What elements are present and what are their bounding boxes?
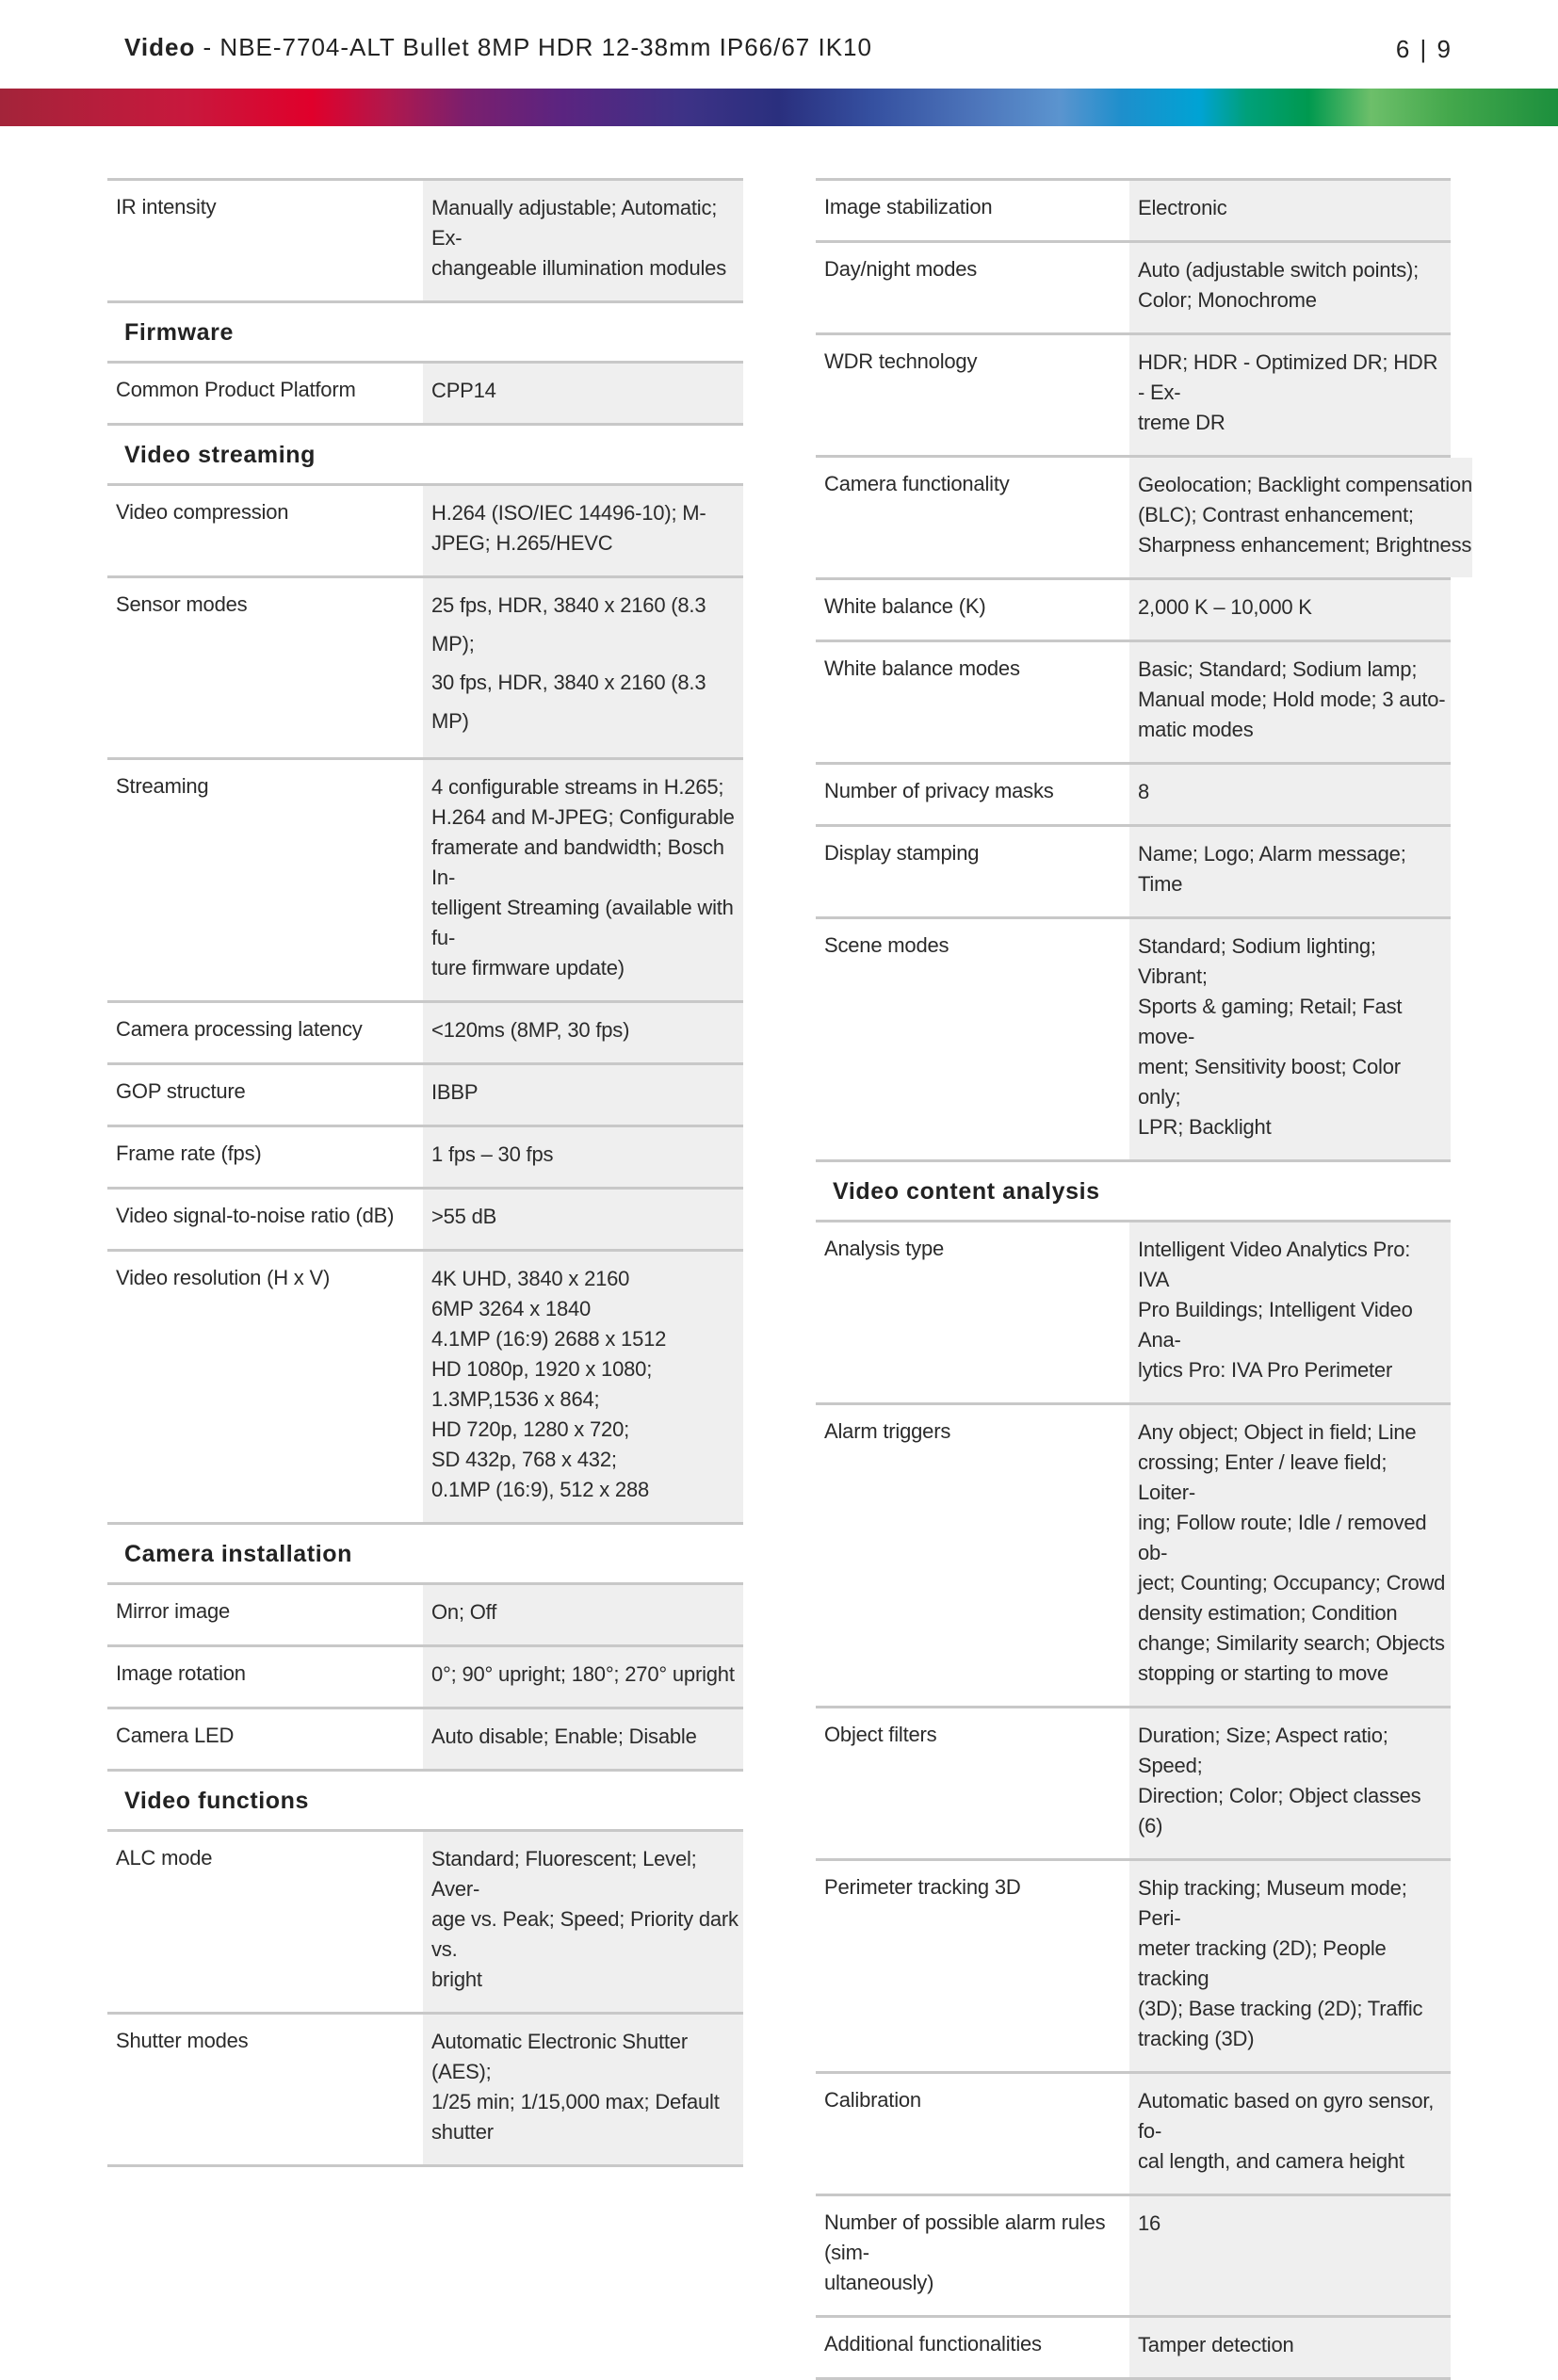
- spec-label: Analysis type: [816, 1222, 1129, 1402]
- spec-value: Tamper detection: [1129, 2318, 1451, 2377]
- spec-value: [1129, 1405, 1451, 1706]
- value-line: HD 720p, 1280 x 720;: [431, 1417, 630, 1441]
- spec-value: 8: [1129, 765, 1451, 824]
- value-line: 4K UHD, 3840 x 2160: [431, 1267, 630, 1290]
- spec-value: [1129, 2074, 1451, 2194]
- spec-row-mirror-image: [107, 1582, 743, 1644]
- spec-row-snr: [107, 1187, 743, 1249]
- value-line: Any object; Object in field; Line: [1138, 1420, 1417, 1444]
- page-number: 6 | 9: [1395, 35, 1453, 63]
- value-line: 25 fps, HDR, 3840 x 2160 (8.3: [431, 593, 706, 617]
- value-line: changeable illumination modules: [431, 256, 727, 280]
- value-line: Direction; Color; Object classes (6): [1138, 1784, 1421, 1838]
- spec-value: Name; Logo; Alarm message; Time: [1129, 827, 1451, 916]
- section-heading-camera-installation: Camera installation: [107, 1522, 743, 1582]
- spec-label: Common Product Platform: [107, 364, 423, 423]
- value-line: (3D); Base tracking (2D); Traffic: [1138, 1997, 1423, 2020]
- value-line: crossing; Enter / leave field; Loiter-: [1138, 1450, 1388, 1504]
- spec-row-white-balance-modes: [816, 640, 1451, 762]
- spec-label: Image stabilization: [816, 181, 1129, 240]
- spec-row-day-night-modes: [816, 240, 1451, 332]
- value-line: Intelligent Video Analytics Pro: IVA: [1138, 1238, 1411, 1291]
- spec-value: CPP14: [423, 364, 743, 423]
- value-line: Basic; Standard; Sodium lamp;: [1138, 657, 1418, 681]
- value-line: Ship tracking; Museum mode; Peri-: [1138, 1876, 1407, 1930]
- spec-row-white-balance: [816, 577, 1451, 640]
- spec-row-calibration: [816, 2071, 1451, 2194]
- value-line: (BLC); Contrast enhancement;: [1138, 503, 1414, 526]
- value-line: framerate and bandwidth; Bosch In-: [431, 835, 724, 889]
- spec-value: On; Off: [423, 1585, 743, 1644]
- spec-label: Video resolution (H x V): [107, 1252, 423, 1522]
- spec-value: [423, 1832, 743, 2012]
- spec-label: Image rotation: [107, 1647, 423, 1707]
- spec-value: Electronic: [1129, 181, 1451, 240]
- page-header: [0, 0, 1558, 89]
- spec-row-sensor-modes: [107, 575, 743, 757]
- color-stripe-banner: [0, 89, 1558, 126]
- spec-label: Scene modes: [816, 919, 1129, 1159]
- value-line: age vs. Peak; Speed; Priority dark vs.: [431, 1907, 738, 1961]
- section-heading-video-functions: Video functions: [107, 1769, 743, 1829]
- spec-label: Camera LED: [107, 1709, 423, 1769]
- value-line: Automatic Electronic Shutter (AES);: [431, 2030, 688, 2083]
- spec-value: [423, 486, 743, 575]
- spec-row-cpp: [107, 361, 743, 423]
- spec-table-left: [107, 178, 743, 2167]
- spec-row-additional-functionalities: [816, 2315, 1451, 2380]
- spec-row-ir-intensity: [107, 178, 743, 300]
- value-line: Duration; Size; Aspect ratio; Speed;: [1138, 1724, 1388, 1777]
- value-line: shutter: [431, 2120, 494, 2144]
- spec-row-alarm-rules: [816, 2194, 1451, 2315]
- value-line: MP);: [431, 632, 475, 656]
- spec-label: Object filters: [816, 1708, 1129, 1858]
- spec-value: Auto disable; Enable; Disable: [423, 1709, 743, 1769]
- spec-row-shutter-modes: [107, 2012, 743, 2167]
- value-line: HD 1080p, 1920 x 1080;: [431, 1357, 653, 1381]
- value-line: 1/25 min; 1/15,000 max; Default: [431, 2090, 720, 2113]
- spec-value: [1129, 642, 1451, 762]
- value-line: density estimation; Condition: [1138, 1601, 1398, 1625]
- value-line: Manual mode; Hold mode; 3 auto-: [1138, 688, 1446, 711]
- spec-label: Calibration: [816, 2074, 1129, 2194]
- section-heading-video-streaming: Video streaming: [107, 423, 743, 483]
- spec-row-display-stamping: [816, 824, 1451, 916]
- value-line: Color; Monochrome: [1138, 288, 1317, 312]
- spec-row-processing-latency: [107, 1000, 743, 1062]
- spec-label: Camera functionality: [816, 458, 1129, 577]
- spec-value: [423, 1252, 743, 1522]
- spec-row-camera-led: [107, 1707, 743, 1769]
- spec-label: [816, 2196, 1129, 2315]
- value-line: LPR; Backlight: [1138, 1115, 1272, 1139]
- section-heading-firmware: Firmware: [107, 300, 743, 361]
- value-line: 4.1MP (16:9) 2688 x 1512: [431, 1327, 667, 1351]
- spec-value: <120ms (8MP, 30 fps): [423, 1003, 743, 1062]
- spec-value: [1129, 1222, 1451, 1402]
- spec-label: Day/night modes: [816, 243, 1129, 332]
- spec-label: Camera processing latency: [107, 1003, 423, 1062]
- spec-label: White balance (K): [816, 580, 1129, 640]
- value-line: matic modes: [1138, 718, 1254, 741]
- spec-value: [423, 760, 743, 1000]
- spec-value: [1129, 1861, 1451, 2071]
- spec-label: Streaming: [107, 760, 423, 1000]
- spec-label: Mirror image: [107, 1585, 423, 1644]
- spec-label: Video compression: [107, 486, 423, 575]
- value-line: Standard; Sodium lighting; Vibrant;: [1138, 934, 1376, 988]
- label-line: Number of possible alarm rules (sim-: [824, 2210, 1106, 2264]
- spec-label: Frame rate (fps): [107, 1127, 423, 1187]
- value-line: Manually adjustable; Automatic; Ex-: [431, 196, 718, 250]
- value-line: 4 configurable streams in H.265;: [431, 775, 724, 799]
- spec-value: [423, 2015, 743, 2164]
- spec-label: Alarm triggers: [816, 1405, 1129, 1706]
- value-line: lytics Pro: IVA Pro Perimeter: [1138, 1358, 1393, 1382]
- spec-label: White balance modes: [816, 642, 1129, 762]
- spec-row-analysis-type: [816, 1220, 1451, 1402]
- spec-label: Shutter modes: [107, 2015, 423, 2164]
- spec-label: ALC mode: [107, 1832, 423, 2012]
- label-line: ultaneously): [824, 2271, 934, 2294]
- spec-row-alarm-triggers: [816, 1402, 1451, 1706]
- value-line: meter tracking (2D); People tracking: [1138, 1936, 1387, 1990]
- spec-row-image-rotation: [107, 1644, 743, 1707]
- spec-label: Number of privacy masks: [816, 765, 1129, 824]
- value-line: Automatic based on gyro sensor, fo-: [1138, 2089, 1435, 2143]
- value-line: bright: [431, 1967, 482, 1991]
- spec-value: [1129, 335, 1451, 455]
- value-line: MP): [431, 709, 469, 733]
- spec-value: IBBP: [423, 1065, 743, 1125]
- spec-row-alc-mode: [107, 1829, 743, 2012]
- value-line: H.264 (ISO/IEC 14496-10); M-: [431, 501, 706, 525]
- spec-label: GOP structure: [107, 1065, 423, 1125]
- spec-row-streaming: [107, 757, 743, 1000]
- spec-label: Sensor modes: [107, 578, 423, 757]
- spec-label: IR intensity: [107, 181, 423, 300]
- value-line: Sports & gaming; Retail; Fast move-: [1138, 995, 1403, 1048]
- spec-row-wdr-technology: [816, 332, 1451, 455]
- spec-label: Display stamping: [816, 827, 1129, 916]
- spec-value: [423, 578, 743, 757]
- value-line: ment; Sensitivity boost; Color only;: [1138, 1055, 1401, 1109]
- value-line: Auto (adjustable switch points);: [1138, 258, 1420, 282]
- spec-row-video-compression: [107, 483, 743, 575]
- value-line: ture firmware update): [431, 956, 625, 980]
- value-line: change; Similarity search; Objects: [1138, 1631, 1445, 1655]
- spec-value: 16: [1129, 2196, 1451, 2315]
- spec-row-frame-rate: [107, 1125, 743, 1187]
- value-line: JPEG; H.265/HEVC: [431, 531, 613, 555]
- value-line: 0.1MP (16:9), 512 x 288: [431, 1478, 650, 1501]
- spec-value: [1129, 919, 1451, 1159]
- value-line: cal length, and camera height: [1138, 2149, 1404, 2173]
- value-line: ing; Follow route; Idle / removed ob-: [1138, 1511, 1427, 1564]
- spec-row-gop-structure: [107, 1062, 743, 1125]
- value-line: ject; Counting; Occupancy; Crowd: [1138, 1571, 1446, 1595]
- value-line: HDR; HDR - Optimized DR; HDR - Ex-: [1138, 350, 1438, 404]
- spec-value: 0°; 90° upright; 180°; 270° upright: [423, 1647, 743, 1707]
- spec-row-image-stabilization: [816, 178, 1451, 240]
- value-line: treme DR: [1138, 411, 1225, 434]
- product-title: - NBE-7704-ALT Bullet 8MP HDR 12-38mm IP66/67 IK10: [195, 33, 872, 61]
- value-line: 1.3MP,1536 x 864;: [431, 1387, 600, 1411]
- spec-value: 1 fps – 30 fps: [423, 1127, 743, 1187]
- spec-value: [423, 181, 743, 300]
- section-name: Video: [124, 33, 196, 61]
- value-line: telligent Streaming (available with fu-: [431, 896, 734, 949]
- document-title: [124, 33, 872, 62]
- spec-label: Perimeter tracking 3D: [816, 1861, 1129, 2071]
- spec-row-video-resolution: [107, 1249, 743, 1522]
- value-line: stopping or starting to move: [1138, 1661, 1388, 1685]
- spec-row-privacy-masks: [816, 762, 1451, 824]
- value-line: SD 432p, 768 x 432;: [431, 1448, 617, 1471]
- spec-value: [1129, 458, 1472, 577]
- section-heading-video-content-analysis: Video content analysis: [816, 1159, 1451, 1220]
- spec-value: [1129, 1708, 1451, 1858]
- spec-row-camera-functionality: [816, 455, 1472, 577]
- value-line: 6MP 3264 x 1840: [431, 1297, 592, 1320]
- value-line: Sharpness enhancement; Brightness: [1138, 533, 1472, 557]
- spec-value: [1129, 243, 1451, 332]
- value-line: Geolocation; Backlight compensation: [1138, 473, 1472, 496]
- spec-value: 2,000 K – 10,000 K: [1129, 580, 1451, 640]
- spec-row-perimeter-tracking: [816, 1858, 1451, 2071]
- spec-value: >55 dB: [423, 1190, 743, 1249]
- spec-label: Additional functionalities: [816, 2318, 1129, 2377]
- value-line: Standard; Fluorescent; Level; Aver-: [431, 1847, 697, 1901]
- value-line: 30 fps, HDR, 3840 x 2160 (8.3: [431, 671, 706, 694]
- value-line: Pro Buildings; Intelligent Video Ana-: [1138, 1298, 1413, 1352]
- value-line: H.264 and M-JPEG; Configurable: [431, 805, 735, 829]
- value-line: tracking (3D): [1138, 2027, 1255, 2050]
- spec-label: Video signal-to-noise ratio (dB): [107, 1190, 423, 1249]
- spec-row-scene-modes: [816, 916, 1451, 1159]
- spec-table-right: [816, 178, 1472, 2380]
- spec-label: WDR technology: [816, 335, 1129, 455]
- spec-row-object-filters: [816, 1706, 1451, 1858]
